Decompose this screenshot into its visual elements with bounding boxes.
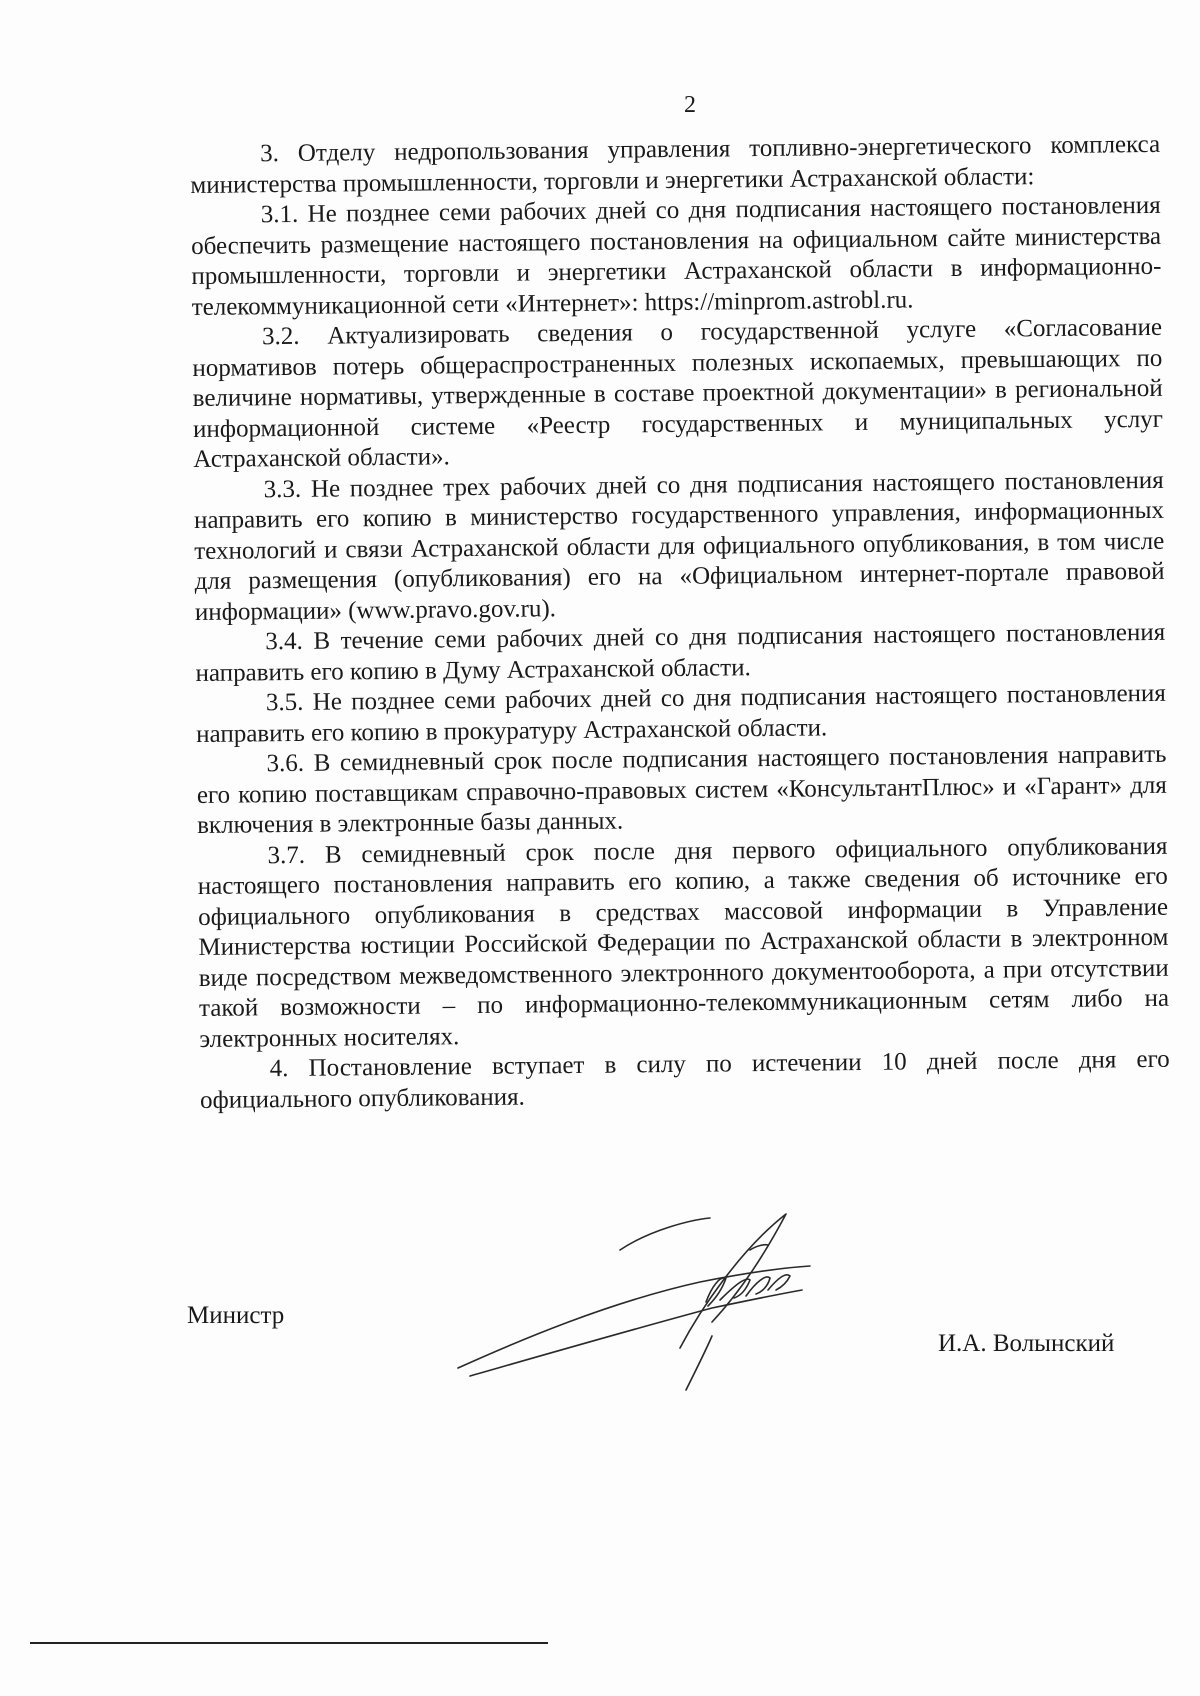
signature-block	[0, 1260, 1200, 1410]
footer-divider	[30, 1642, 548, 1644]
paragraph-4: 4. Постановление вступает в силу по истечении 10 дней после дня его официального опубликования.	[199, 1045, 1170, 1114]
paragraph-3-4: 3.4. В течение семи рабочих дней со дня подписания настоящего постановления направить его копию в Думу Астраханской области.	[195, 618, 1166, 687]
document-body	[190, 130, 1170, 1116]
handwritten-signature	[450, 1190, 880, 1410]
paragraph-3-3: 3.3. Не позднее трех рабочих дней со дня подписания настоящего постановления направить его копию в министерство государственного управления, информационных технологий и связи Астраханской области для официального опубликования, в том числе для размещения (опубликования) его на «Официальном интернет-портале правовой информации» (www.pravo.gov.ru).	[193, 466, 1165, 626]
paragraph-3-6: 3.6. В семидневный срок после подписания настоящего постановления направить его копию поставщикам справочно-правовых систем «КонсультантПлюс» и «Гарант» для включения в электронные базы данных.	[196, 740, 1167, 839]
paragraph-3-7: 3.7. В семидневный срок после дня первого официального опубликования настоящего постановления направить его копию, а также сведения об источнике его официального опубликования в средствах массовой информации в Управление Министерства юстиции Российской Федерации по Астраханской области в электронном виде посредством межведомственного электронного документооборота, а при отсутствии такой возможности – по информационно-телекоммуникационным сетям либо на электронных носителях.	[197, 832, 1170, 1053]
signatory-name: И.А. Волынский	[938, 1330, 1115, 1357]
paragraph-3-5: 3.5. Не позднее семи рабочих дней со дня подписания настоящего постановления направить его копию в прокуратуру Астраханской области.	[196, 679, 1166, 748]
paragraph-3-2: 3.2. Актуализировать сведения о государственной услуге «Согласование нормативов потерь общераспространенных полезных ископаемых, превышающих по величине нормативы, утвержденные в составе проектной документации» в региональной информационной системе «Реестр государственных и муниципальных услуг Астраханской области».	[192, 313, 1164, 473]
page-number: 2	[684, 92, 696, 118]
signatory-position: Министр	[187, 1302, 285, 1329]
paragraph-3: 3. Отделу недропользования управления топливно-энергетического комплекса министерства промышленности, торговли и энергетики Астраханской области:	[190, 130, 1161, 199]
paragraph-3-1: 3.1. Не позднее семи рабочих дней со дня подписания настоящего постановления обеспечить размещение настоящего постановления на официальном сайте министерства промышленности, торговли и энергетики Астраханской области в информационно-телекоммуникационной сети «Интернет»: https://minprom.astrobl.ru.	[190, 191, 1162, 321]
